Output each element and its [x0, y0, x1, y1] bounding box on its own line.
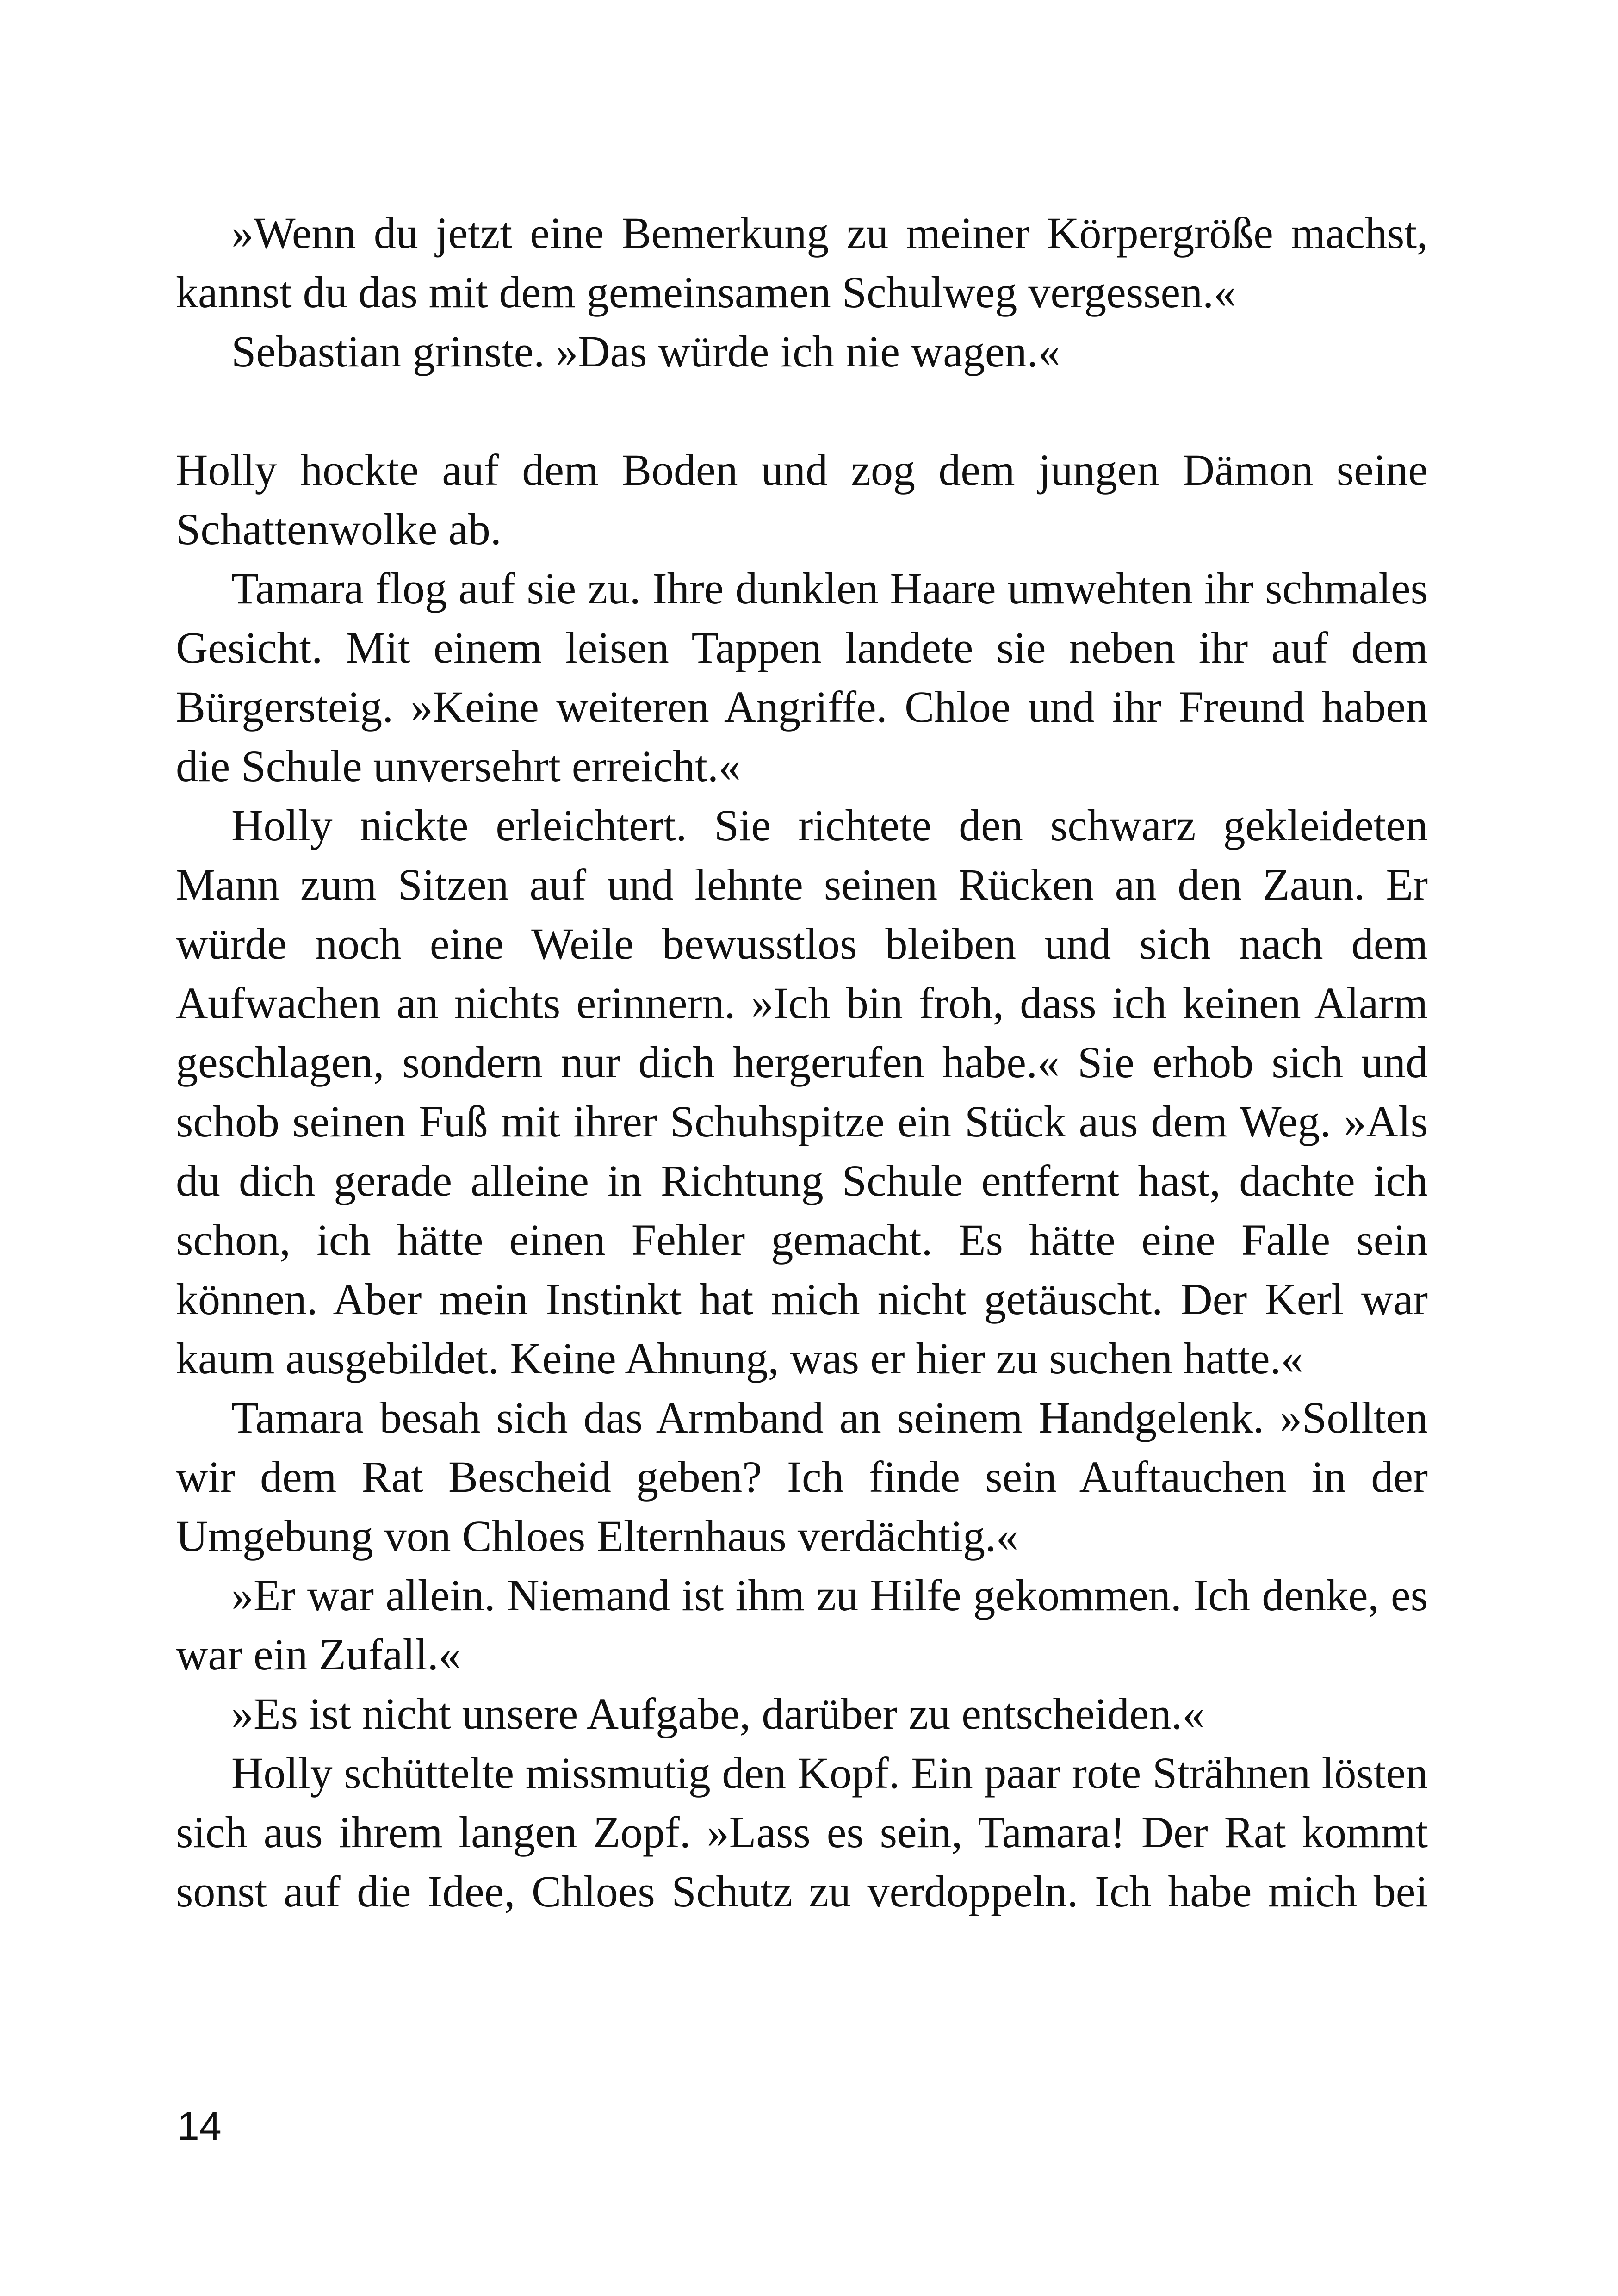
page-number: 14	[177, 2104, 222, 2148]
paragraph-3: Holly hockte auf dem Boden und zog dem jungen Dämon seine Schattenwolke ab.	[176, 445, 1428, 554]
paragraph-5: Holly nickte erleichtert. Sie richtete den schwarz gekleideten Mann zum Sitzen auf und lehnte seinen Rücken an den Zaun. Er würde noch eine Weile bewusstlos bleiben und sich nach dem Aufwachen an nichts erinnern. »Ich bin froh, dass ich keinen Alarm geschlagen, sondern nur dich hergerufen habe.« Sie erhob sich und schob seinen Fuß mit ihrer Schuhspitze ein Stück aus dem Weg. »Als du dich gerade alleine in Richtung Schule entfernt hast, dachte ich schon, ich hätte einen Fehler gemacht. Es hätte eine Falle sein können. Aber mein Instinkt hat mich nicht getäuscht. Der Kerl war kaum ausgebildet. Keine Ahnung, was er hier zu suchen hatte.«	[176, 800, 1428, 1383]
body-text	[176, 204, 1428, 1921]
paragraph-4: Tamara flog auf sie zu. Ihre dunklen Haare umwehten ihr schmales Gesicht. Mit einem leisen Tappen landete sie neben ihr auf dem Bürgersteig. »Keine weiteren Angriffe. Chloe und ihr Freund haben die Schule unversehrt erreicht.«	[176, 564, 1428, 791]
paragraph-8: »Es ist nicht unsere Aufgabe, darüber zu entscheiden.«	[231, 1689, 1205, 1738]
paragraph-1: »Wenn du jetzt eine Bemerkung zu meiner Körpergröße machst, kannst du das mit dem gemeinsamen Schulweg vergessen.«	[176, 208, 1428, 317]
paragraph-9: Holly schüttelte missmutig den Kopf. Ein paar rote Strähnen lösten sich aus ihrem langen Zopf. »Lass es sein, Tamara! Der Rat kommt sonst auf die Idee, Chloes Schutz zu verdoppeln. Ich habe mich bei	[176, 1748, 1428, 1916]
paragraph-6: Tamara besah sich das Armband an seinem Handgelenk. »Sollten wir dem Rat Bescheid geben? Ich finde sein Auftauchen in der Umgebung von Chloes Elternhaus verdächtig.«	[176, 1393, 1428, 1561]
paragraph-2: Sebastian grinste. »Das würde ich nie wagen.«	[231, 327, 1060, 376]
paragraph-7: »Er war allein. Niemand ist ihm zu Hilfe gekommen. Ich denke, es war ein Zufall.«	[176, 1570, 1428, 1679]
